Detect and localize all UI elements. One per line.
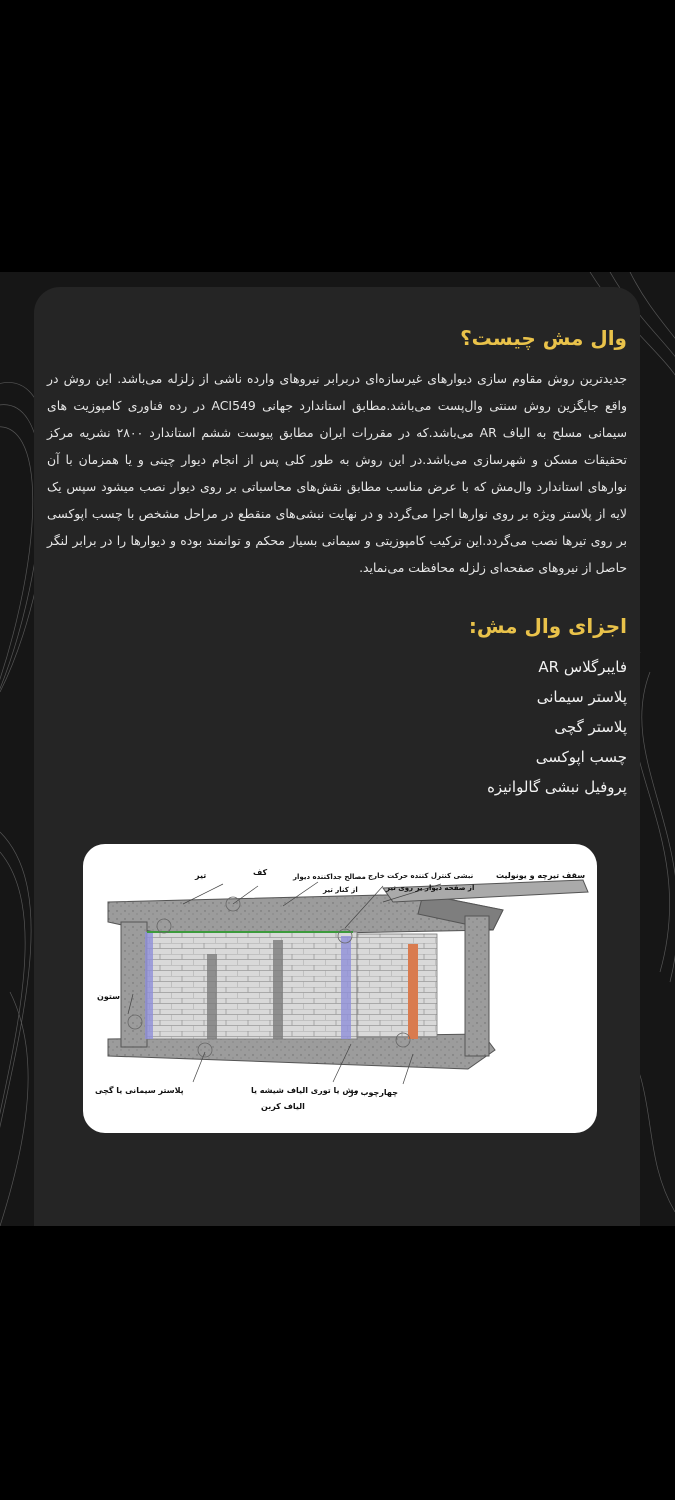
label-separator: مصالح جداکننده دیوار bbox=[293, 873, 366, 881]
label-roof: سقف تیرچه و یونولیت bbox=[496, 871, 586, 880]
article-heading: وال مش چیست؟ bbox=[460, 326, 627, 350]
components-list bbox=[327, 652, 627, 802]
right-column bbox=[465, 916, 489, 1056]
bottom-black-bar bbox=[0, 1226, 675, 1500]
door-frame bbox=[408, 944, 418, 1039]
brick-wall bbox=[147, 932, 357, 1039]
label-slab: کف bbox=[253, 868, 268, 877]
wall-mesh-diagram bbox=[83, 844, 597, 1133]
list-item: فایبرگلاس AR bbox=[538, 658, 627, 676]
label-mesh: مش یا توری الیاف شیشه یا bbox=[251, 1086, 359, 1095]
list-item: پروفیل نبشی گالوانیزه bbox=[487, 778, 627, 796]
label-separator-2: از کنار تیر bbox=[323, 886, 358, 894]
list-item: پلاستر سیمانی bbox=[536, 688, 627, 706]
label-mesh-2: الیاف کربن bbox=[261, 1102, 305, 1111]
left-column bbox=[121, 922, 147, 1047]
label-column: ستون bbox=[97, 992, 120, 1001]
label-angle-control-2: از صفحه دیوار بر روی تیر bbox=[386, 884, 475, 892]
list-item: چسب اپوکسی bbox=[535, 748, 627, 766]
list-item: پلاستر گچی bbox=[554, 718, 627, 736]
article-body: جدیدترین روش مقاوم سازی دیوارهای غیرسازه‌ای دربرابر نیروهای وارده ناشی از زلزله می‌باشد. این روش در واقع جایگزین روش سنتی وال‌پست می‌باشد.مطابق استاندارد جهانی ACI549 در رده فناوری کامپوزیت های سیمانی مسلح به الیاف AR می‌باشد.که در مقررات ایران مطابق پیوست ششم استاندارد ۲۸۰۰ نشریه مرکز تحقیقات مسکن و شهرسازی می‌باشد.در این روش به طور کلی پس از انجام دیوار چینی و یا همزمان با آن نوارهای استاندارد وال‌مش که با عرض مناسب مطابق نقش‌های محاسباتی بر روی دیوار نصب میشود سپس یک لایه از پلاستر ویژه بر روی نوارها اجرا می‌گردد و در نهایت نبشی‌های منقطع در مراحل مشخص با چسب اپوکسی بر روی تیرها نصب می‌گردد.این ترکیب کامپوزیتی و سیمانی بسیار محکم و توانمند بوده و دیوارها را در برابر لنگر حاصل از نیروهای صفحه‌ای زلزله محافظت می‌نماید. bbox=[47, 371, 627, 575]
label-door-frame: چهارچوب در bbox=[349, 1088, 398, 1097]
label-plaster: پلاستر سیمانی یا گچی bbox=[95, 1086, 184, 1095]
components-heading: اجزای وال مش: bbox=[468, 614, 627, 638]
top-black-bar bbox=[0, 0, 675, 272]
label-beam: تیر bbox=[195, 871, 207, 880]
label-angle-control: نبشی کنترل کننده حرکت خارج bbox=[368, 872, 474, 880]
